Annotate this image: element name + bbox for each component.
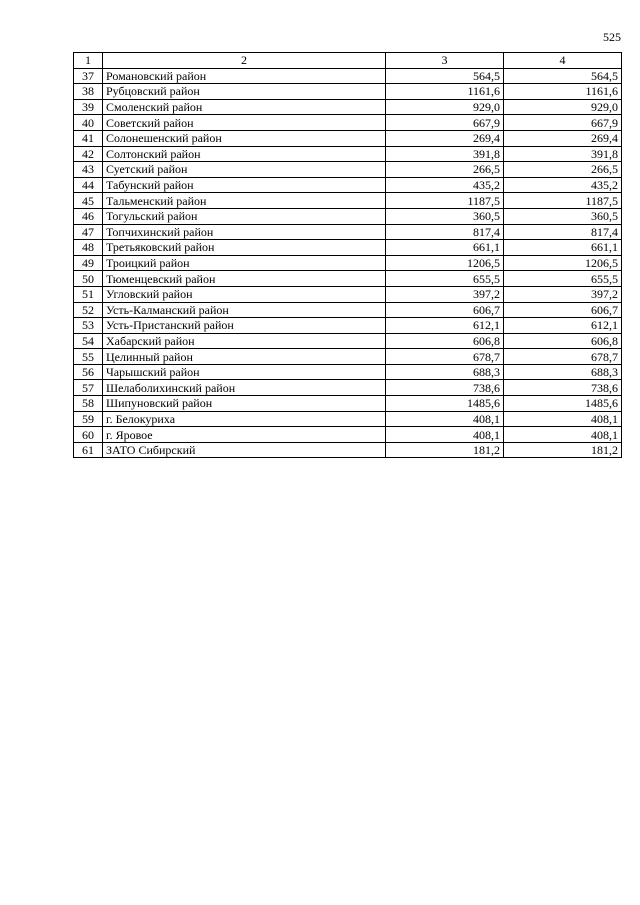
table-row <box>74 224 622 240</box>
district-name: Рубцовский район <box>103 84 386 100</box>
row-number: 57 <box>74 380 103 396</box>
district-name: г. Яровое <box>103 427 386 443</box>
row-number: 39 <box>74 99 103 115</box>
row-number: 44 <box>74 177 103 193</box>
row-number: 48 <box>74 240 103 256</box>
header-col-4: 4 <box>504 53 622 69</box>
row-number: 40 <box>74 115 103 131</box>
value-col-4: 391,8 <box>504 146 622 162</box>
value-col-4: 397,2 <box>504 286 622 302</box>
table-row <box>74 427 622 443</box>
value-col-3: 269,4 <box>386 130 504 146</box>
district-name: ЗАТО Сибирский <box>103 442 386 458</box>
district-name: Троицкий район <box>103 255 386 271</box>
table-row <box>74 193 622 209</box>
value-col-3: 606,7 <box>386 302 504 318</box>
row-number: 49 <box>74 255 103 271</box>
row-number: 47 <box>74 224 103 240</box>
table-row <box>74 115 622 131</box>
row-number: 58 <box>74 396 103 412</box>
value-col-4: 817,4 <box>504 224 622 240</box>
table-row <box>74 255 622 271</box>
value-col-4: 929,0 <box>504 99 622 115</box>
value-col-3: 688,3 <box>386 364 504 380</box>
row-number: 51 <box>74 286 103 302</box>
district-name: Суетский район <box>103 162 386 178</box>
district-name: Табунский район <box>103 177 386 193</box>
district-name: г. Белокуриха <box>103 411 386 427</box>
value-col-4: 266,5 <box>504 162 622 178</box>
value-col-4: 1485,6 <box>504 396 622 412</box>
value-col-4: 606,7 <box>504 302 622 318</box>
district-name: Шелаболихинский район <box>103 380 386 396</box>
row-number: 52 <box>74 302 103 318</box>
value-col-4: 738,6 <box>504 380 622 396</box>
value-col-3: 1485,6 <box>386 396 504 412</box>
value-col-4: 667,9 <box>504 115 622 131</box>
table-row <box>74 318 622 334</box>
row-number: 42 <box>74 146 103 162</box>
table-row <box>74 380 622 396</box>
value-col-4: 1161,6 <box>504 84 622 100</box>
district-name: Тогульский район <box>103 208 386 224</box>
table-row <box>74 411 622 427</box>
value-col-3: 612,1 <box>386 318 504 334</box>
row-number: 59 <box>74 411 103 427</box>
value-col-3: 408,1 <box>386 411 504 427</box>
district-name: Советский район <box>103 115 386 131</box>
district-name: Солтонский район <box>103 146 386 162</box>
value-col-3: 408,1 <box>386 427 504 443</box>
table-row <box>74 240 622 256</box>
row-number: 46 <box>74 208 103 224</box>
district-name: Романовский район <box>103 68 386 84</box>
table-row <box>74 349 622 365</box>
table-row <box>74 177 622 193</box>
district-name: Угловский район <box>103 286 386 302</box>
row-number: 43 <box>74 162 103 178</box>
row-number: 38 <box>74 84 103 100</box>
district-name: Третьяковский район <box>103 240 386 256</box>
header-col-3: 3 <box>386 53 504 69</box>
district-name: Смоленский район <box>103 99 386 115</box>
table-row <box>74 442 622 458</box>
value-col-3: 1206,5 <box>386 255 504 271</box>
header-row <box>74 53 622 69</box>
row-number: 53 <box>74 318 103 334</box>
row-number: 50 <box>74 271 103 287</box>
value-col-4: 360,5 <box>504 208 622 224</box>
value-col-3: 397,2 <box>386 286 504 302</box>
page-number: 525 <box>603 30 621 44</box>
value-col-4: 678,7 <box>504 349 622 365</box>
table-row <box>74 146 622 162</box>
table-row <box>74 68 622 84</box>
district-name: Шипуновский район <box>103 396 386 412</box>
row-number: 56 <box>74 364 103 380</box>
data-table <box>73 52 622 458</box>
value-col-4: 1187,5 <box>504 193 622 209</box>
value-col-4: 408,1 <box>504 427 622 443</box>
row-number: 60 <box>74 427 103 443</box>
value-col-4: 688,3 <box>504 364 622 380</box>
value-col-3: 929,0 <box>386 99 504 115</box>
table-row <box>74 271 622 287</box>
value-col-3: 181,2 <box>386 442 504 458</box>
table-body <box>74 68 622 458</box>
table-row <box>74 333 622 349</box>
table-row <box>74 302 622 318</box>
district-name: Тюменцевский район <box>103 271 386 287</box>
table-row <box>74 162 622 178</box>
district-name: Целинный район <box>103 349 386 365</box>
value-col-3: 661,1 <box>386 240 504 256</box>
value-col-3: 817,4 <box>386 224 504 240</box>
table-row <box>74 364 622 380</box>
value-col-3: 606,8 <box>386 333 504 349</box>
value-col-3: 564,5 <box>386 68 504 84</box>
table-row <box>74 130 622 146</box>
district-name: Хабарский район <box>103 333 386 349</box>
value-col-4: 181,2 <box>504 442 622 458</box>
value-col-3: 738,6 <box>386 380 504 396</box>
value-col-3: 435,2 <box>386 177 504 193</box>
table-row <box>74 286 622 302</box>
value-col-3: 678,7 <box>386 349 504 365</box>
value-col-4: 408,1 <box>504 411 622 427</box>
header-col-1: 1 <box>74 53 103 69</box>
value-col-3: 667,9 <box>386 115 504 131</box>
table-row <box>74 208 622 224</box>
row-number: 54 <box>74 333 103 349</box>
value-col-4: 655,5 <box>504 271 622 287</box>
value-col-3: 1187,5 <box>386 193 504 209</box>
row-number: 45 <box>74 193 103 209</box>
value-col-4: 612,1 <box>504 318 622 334</box>
district-name: Солонешенский район <box>103 130 386 146</box>
row-number: 55 <box>74 349 103 365</box>
value-col-3: 391,8 <box>386 146 504 162</box>
value-col-4: 269,4 <box>504 130 622 146</box>
district-name: Топчихинский район <box>103 224 386 240</box>
value-col-3: 655,5 <box>386 271 504 287</box>
district-name: Усть-Калманский район <box>103 302 386 318</box>
row-number: 61 <box>74 442 103 458</box>
value-col-4: 661,1 <box>504 240 622 256</box>
value-col-3: 360,5 <box>386 208 504 224</box>
table-row <box>74 99 622 115</box>
row-number: 37 <box>74 68 103 84</box>
value-col-3: 1161,6 <box>386 84 504 100</box>
row-number: 41 <box>74 130 103 146</box>
value-col-3: 266,5 <box>386 162 504 178</box>
value-col-4: 564,5 <box>504 68 622 84</box>
district-name: Чарышский район <box>103 364 386 380</box>
value-col-4: 435,2 <box>504 177 622 193</box>
table-row <box>74 396 622 412</box>
header-col-2: 2 <box>103 53 386 69</box>
table-row <box>74 84 622 100</box>
district-name: Тальменский район <box>103 193 386 209</box>
value-col-4: 1206,5 <box>504 255 622 271</box>
district-name: Усть-Пристанский район <box>103 318 386 334</box>
value-col-4: 606,8 <box>504 333 622 349</box>
